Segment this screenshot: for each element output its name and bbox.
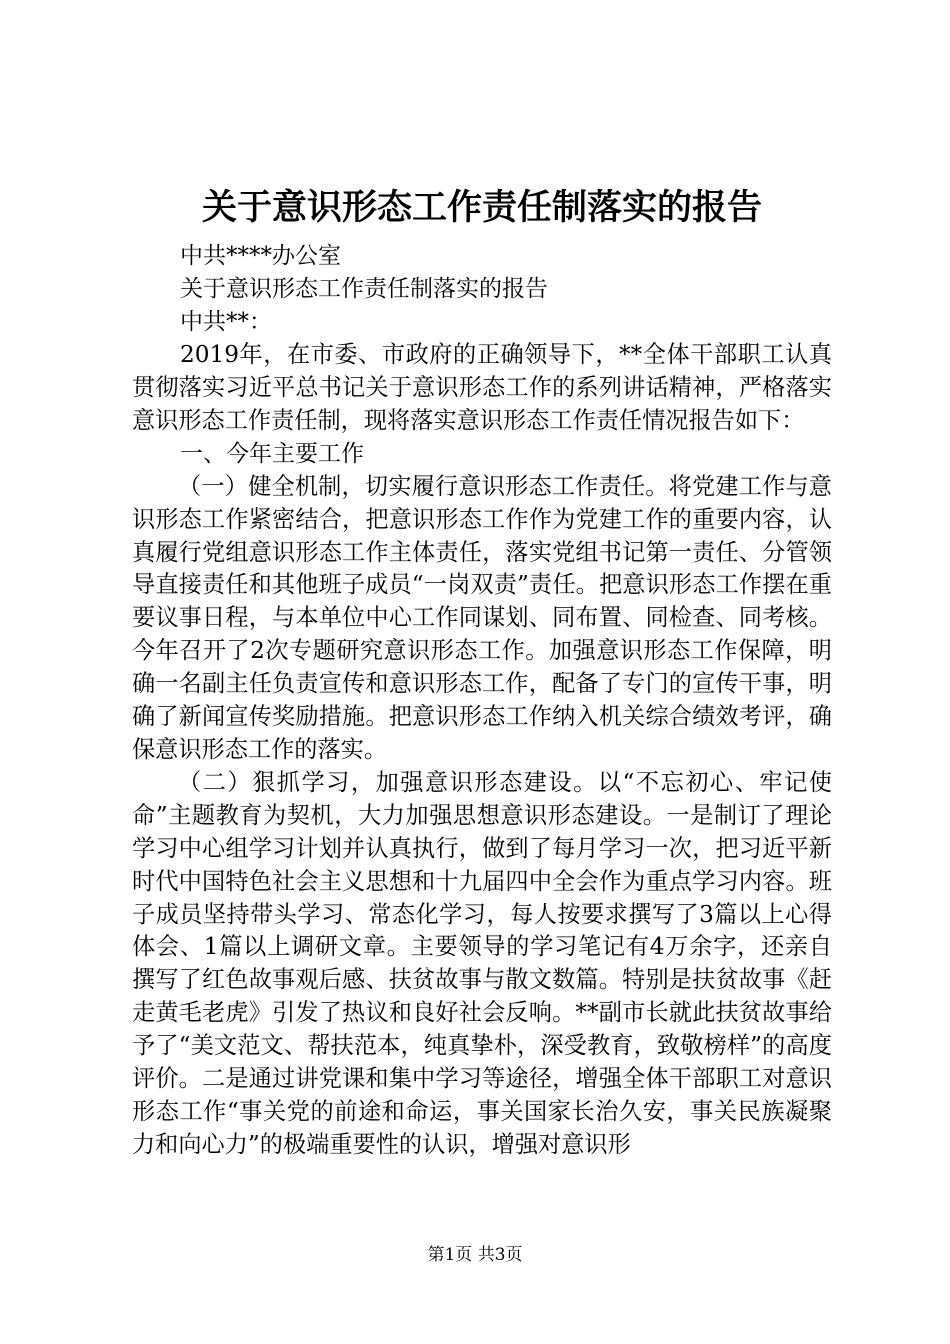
- section-heading: 一、今年主要工作: [180, 440, 364, 467]
- body-paragraph-2: （二）狠抓学习，加强意识形态建设。以“不忘初心、牢记使命”主题教育为契机，大力加强思想意识形态建设。一是制订了理论学习中心组学习计划并认真执行，做到了每月学习一次，把习近平新时代中国特色社会主义思想和十九届四中全会作为重点学习内容。班子成员坚持带头学习、常态化学习，每人按要求撰写了3篇以上心得体会、1篇以上调研文章。主要领导的学习笔记有4万余字，还亲自撰写了红色故事观后感、扶贫故事与散文数篇。特别是扶贫故事《赶走黄毛老虎》引发了热议和良好社会反响。**副市长就此扶贫故事给予了“美文范文、帮扶范本，纯真挚朴，深受教育，致敬榜样”的高度评价。二是通过讲党课和集中学习等途径，增强全体干部职工对意识形态工作“事关党的前途和命运，事关国家长治久安，事关民族凝聚力和向心力”的极端重要性的认识，增强对意识形: [132, 768, 832, 1158]
- document-title: 关于意识形态工作责任制落实的报告: [201, 187, 762, 228]
- body-paragraph-1: （一）健全机制，切实履行意识形态工作责任。将党建工作与意识形态工作紧密结合，把意识形态工作作为党建工作的重要内容，认真履行党组意识形态工作主体责任，落实党组书记第一责任、分管领导直接责任和其他班子成员“一岗双责”责任。把意识形态工作摆在重要议事日程，与本单位中心工作同谋划、同布置、同检查、同考核。今年召开了2次专题研究意识形态工作。加强意识形态工作保障，明确一名副主任负责宣传和意识形态工作，配备了专门的宣传干事，明确了新闻宣传奖励措施。把意识形态工作纳入机关综合绩效考评，确保意识形态工作的落实。: [132, 472, 832, 763]
- page-footer: 第1页 共3页: [427, 1245, 523, 1265]
- document-page: [132, 180, 832, 1162]
- sender-line: 中共****办公室: [180, 243, 341, 269]
- subtitle-line: 关于意识形态工作责任制落实的报告: [180, 276, 548, 302]
- addressee-line: 中共**：: [180, 309, 272, 335]
- intro-paragraph: 2019年，在市委、市政府的正确领导下，**全体干部职工认真贯彻落实习近平总书记关于意识形态工作的系列讲话精神，严格落实意识形态工作责任制，现将落实意识形态工作责任情况报告如下：: [132, 341, 832, 434]
